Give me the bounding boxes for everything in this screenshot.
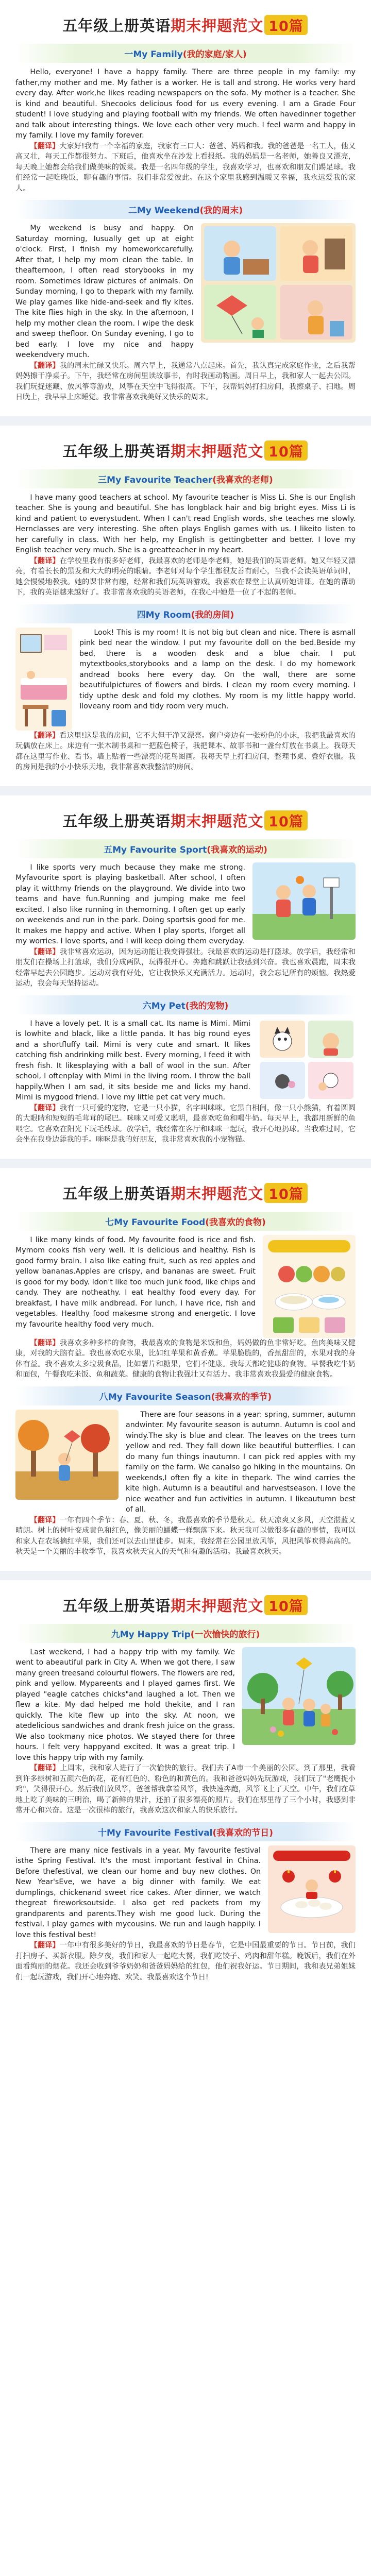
food-illustration-image [263,1235,356,1338]
translation-text: 上周末，我和家人进行了一次愉快的旅行。我们去了A市一个美丽的公园。到了那里，我看到许多绿树和五颜六色的花，花有红色的、粉色的和黄色的。我和爸爸妈妈先玩游戏，我们玩了"老鹰捉小鸡"，笑得很开心。然后我们放风筝，爸爸帮我拿着风筝，我快速奔跑，风筝飞上了天空。中午，我们在草地上吃了美味的三明治，喝了新鲜的果汁，还拍了很多漂亮的照片。我们在那里待了三个小时，我感到非常开心和兴奋。这是一次很棒的旅行，我喜欢这次和家人的快乐旅行。 [15,1764,356,1815]
heading-english: My Favourite Festival [106,1827,213,1838]
essay-heading [15,1624,356,1643]
heading-english: My Favourite Teacher [107,474,213,485]
title-highlight: 期末押题范文 [171,442,264,460]
heading-number: 二 [128,206,137,216]
heading-number: 四 [137,609,146,620]
essay-translation [15,556,356,598]
heading-number: 七 [105,1217,114,1228]
essay-english-text: My weekend is busy and happy. On Saturday morning, Iusually get up at eight o'clock. First, I finish my homeworkcarefully. After that, I help my mom clean the table. In theafternoon, I often read storybooks in my room. Sometimes Idraw pictures of animals. On Sunday morning, I go to thepark with my family. We play games like hide-and-seek and fly kites. The kite flies high in the sky. In the afternoon, I help my mother clean the room. I wipe the desk and sweep thefloor. On Sunday evening, I go to bed early. I love my nice and happy weekendvery much. [15,224,194,359]
season-illustration-image [15,1410,119,1500]
essay-translation [15,1103,356,1145]
title-badge: 10篇 [264,15,308,35]
title-highlight: 期末押题范文 [171,1597,264,1615]
page-title [15,440,356,461]
heading-number: 三 [98,474,107,485]
title-badge: 10篇 [264,440,308,461]
heading-number: 八 [99,1392,108,1402]
essay-translation [15,1763,356,1816]
heading-english: My Favourite Food [114,1217,206,1228]
translation-text: 大家好!我有一个幸福的家庭，我家有三口人：爸爸、妈妈和我。我的爸爸是一名工人，他又高又壮，每天工作都很努力。下班后，他喜欢坐在沙发上看报纸。我的妈妈是一名老师，她善良又漂亮，每天晚上她都会给我们做美味的饭菜。我是一名四年级的学生，我喜欢学习，也喜欢和朋友们踢足球。我们经常一起吃晚饭，聊有趣的事情。我们非常爱彼此。在这个家里我感到温暖又幸福，我永远爱我的家人。 [15,142,356,193]
translation-tag: 【翻译】 [30,1516,60,1524]
translation-tag: 【翻译】 [30,731,60,740]
heading-english: My Pet [151,1001,185,1011]
pet-illustration [258,1019,356,1101]
translation-tag: 【翻译】 [30,1104,60,1112]
heading-chinese: (我喜欢的老师) [212,474,273,485]
essay-english-text: I like many kinds of food. My favourite food is rice and fish. Mymom cooks fish very well. It is delicious and healthy. Fish is good formy brain. I also like eating fruit, such as red apples and yellow bananas.Apples are crispy, and bananas are sweet. Fruit is good for my body. Idon't like too much junk food, like chips and candy. They are notheathy. I eat healthy food every day. For breakfast, I have milk andbread. For lunch, I have rice, fish and vegetables. Healthy food makesme strong and energetic. I love my favourite healthy food very much. [15,1235,256,1329]
essay-heading [15,1822,356,1841]
translation-text: 看这里!这是我的房间，它不大但干净又漂亮。窗户旁边有一张粉色的小床，我把我最喜欢的玩偶放在床上。床边有一张木制书桌和一把蓝色椅子，我把课本、故事书和一盏台灯放在书桌上。我每天都在这里写作业、看书。墙上贴着一些漂亮的花鸟图画。我每天早上打扫房间，整理书桌、叠好衣服。我的房间是我的小小快乐天地，我非常喜欢我整洁的房间。 [15,731,356,771]
heading-english: My Weekend [137,206,200,216]
essay-english-text: Look! This is my room! It is not big but clean and nice. There is asmall pink bed near the window. I put my favourite doll on the bed.Beside my bed, there is a wooden desk and a blue chair. I put mytextbooks,storybooks and a lamp on the desk. I do my homework andread books here every day. On the wall, there are some beautifulpictures of flowers and birds. I clean my room every morning. I tidy upthe desk and fold my clothes. My room is my little happy world. Iloveany room and tidy room very much. [79,628,356,710]
essay-heading [15,200,356,219]
title-badge: 10篇 [264,1183,308,1203]
translation-tag: 【翻译】 [30,1941,60,1950]
weekend-illustration-image [201,223,356,343]
essay-translation [15,731,356,773]
translation-tag: 【翻译】 [30,556,60,565]
page-1 [0,0,371,416]
essay-translation [15,1515,356,1557]
title-prefix: 五年级上册英语 [62,1184,171,1202]
heading-chinese: (我喜欢的节日) [212,1827,274,1838]
essay-translation [15,361,356,403]
translation-text: 我的周末忙碌又快乐。周六早上，我通常八点起床。首先，我认真完成家庭作业，之后我帮妈妈擦干净桌子。下午，我经常在房间里读故事书，有时我画动物画。周日早上，我和家人一起去公园。我们玩捉迷藏、放风筝等游戏，风筝在天空中飞得很高。下午，我帮妈妈打扫房间，我擦桌子、扫地。周日晚上，我早早上床睡觉。我非常喜欢我美好又快乐的周末。 [15,361,356,401]
essay-translation [15,947,356,989]
heading-chinese: (我的宠物) [185,1001,229,1011]
title-badge: 10篇 [264,1595,308,1615]
essay-translation [15,1338,356,1380]
heading-number: 五 [104,844,113,855]
sport-illustration-image [252,862,356,940]
season-illustration [15,1410,119,1500]
food-illustration [263,1235,356,1338]
translation-text: 我非常喜欢运动，因为运动能让我变得强壮。我最喜欢的运动是打篮球。放学后，我经常和朋友们在操场上打篮球，我们分成两队，玩得很开心。奔跑和跳跃让我感到兴奋。我也喜欢晨跑，周末我经常早起去公园跑步。运动对我有好处，它让我快乐又充满活力。运动时，我会忘记所有的烦恼。我热爱运动，我会每天坚持运动。 [15,947,356,988]
translation-tag: 【翻译】 [30,1764,60,1772]
sport-illustration [252,862,356,940]
page-title [15,810,356,831]
trip-illustration [242,1647,356,1745]
essay-english-text: I have many good teachers at school. My favourite teacher is Miss Li. She is our English teacher. She is young and beautiful. She has longblack hair and big bright eyes. Miss Li is kind and patient to everystudent. When I can't read English words, she teaches me slowly. Hernclasses are very interesting. She often plays English games with us. I likeito listen to her carefully in class. With her help, my English is gettingbetter and better. I love my English teacher very much. She is a greatteacher in my heart. [15,493,356,554]
essay-heading [15,44,356,63]
trip-illustration-image [242,1647,356,1745]
heading-chinese: (我的房间) [191,609,234,620]
essay-translation [15,1940,356,1982]
heading-number: 六 [142,1001,151,1011]
heading-chinese: (我喜欢的食物) [205,1217,266,1228]
essay-heading [15,1386,356,1405]
translation-tag: 【翻译】 [30,361,60,370]
room-illustration [15,628,72,731]
heading-number: 一 [124,49,133,60]
heading-chinese: (我喜欢的运动) [207,844,267,855]
heading-english: My Room [145,609,191,620]
translation-text: 我喜欢多种多样的食物，我最喜欢的食物是米饭和鱼，妈妈做的鱼非常好吃。鱼肉美味又健康，对我的大脑有益。我也喜欢吃水果，比如红苹果和黄香蕉。苹果脆脆的，香蕉甜甜的，水果对我的身体有益。我不喜欢太多垃圾食品，比如薯片和糖果，它们不健康。我每天都吃健康的食物。早餐我吃牛奶和面包，午餐我吃米饭、鱼和蔬菜。健康的食物让我强壮又有活力。我非常喜欢我最爱的健康食物。 [15,1338,356,1379]
essay-heading [15,995,356,1014]
translation-text: 在学校里我有很多好老师，我最喜欢的老师是李老师，她是我们的英语老师。她又年轻又漂亮，有着长长的黑发和大大的明亮的眼睛。李老师对每个学生都很友善有耐心，当我不会读英语单词时，她会慢慢地教我。她的课非常有趣，经常和我们玩英语游戏。我喜欢在课堂上认真听她讲课。在她的帮助下，我的英语越来越好了。我非常喜欢我的英语老师，在我心中她是一位了不起的老师。 [15,556,356,597]
page-title [15,1182,356,1204]
translation-tag: 【翻译】 [30,947,60,956]
pet-illustration-image [258,1019,356,1101]
translation-text: 我有一只可爱的宠物，它是一只小猫，名字叫咪咪。它黑白相间，像一只小熊猫，有着圆圆的大眼睛和短短的毛茸茸的尾巴。咪咪又可爱又聪明，最喜欢吃鱼和喝牛奶。每天早上，我都用新鲜的鱼喂它。它喜欢在阳光下玩毛线球。放学后，我经常在客厅和咪咪一起玩，我开心地扔球。当我难过时，它会坐在我身边舔我的手。咪咪是我的好朋友，我非常喜欢我的小宠物猫。 [15,1104,356,1144]
page-3 [0,786,371,1159]
essay-english-text: There are four seasons in a year: spring, summer, autumn andwinter. My favourite season is autumn. Autumn is cool and windy.The sky is blue and clear. The leaves on the trees turn yellow and red. They fall down like beautiful butterflies. I can do many fun things inautumn. I can pick red apples with my family on the farm. We canalso go hiking in the mountains. On weekends,I often fly a kite in thepark. The wind carries the kite high. Autumn is a beautiful and harvestseason. I love the nice weather and fun activities in autumn. I likeautumn best of all. [126,1410,356,1514]
page-title [15,14,356,36]
title-prefix: 五年级上册英语 [62,17,171,35]
heading-english: My Family [133,49,183,60]
festival-illustration-image [268,1845,356,1933]
essay-english-text: There are many nice festivals in a year. My favourite festival isthe Spring Festival. It's the most important festival in China. Before thefestival, we clean our home and buy new clothes. On New Year'sEve, we have a big dinner with family. We eat dumplings, chickenand sweet rice cakes. After dinner, we watch thegreat fireworksoutside. I also get red packets from my grandparents and parents.They wish me good luck. During the festival, I play games with mycousins. We run and laugh happily. I love this festival best! [15,1846,261,1939]
translation-tag: 【翻译】 [30,142,60,150]
page-title [15,1595,356,1616]
heading-chinese: (我的周末) [199,206,243,216]
translation-text: 一年有四个季节：春、夏、秋、冬，我最喜欢的季节是秋天。秋天凉爽又多风，天空湛蓝又晴朗。树上的树叶变成黄色和红色，像美丽的蝴蝶一样飘落下来。秋天我可以做很多有趣的事情，我可以和家人在农场摘红苹果，我们还可以去山里徒步。周末，我经常在公园里放风筝，风把风筝吹得高高的。秋天是一个美丽的丰收季节，我喜欢秋天宜人的天气和有趣的活动。我最喜欢秋天。 [15,1516,356,1556]
essay-english-text: Last weekend, I had a happy trip with my family. We went to abeautiful park in City A. When we got there, I saw many green treesand colourful flowers. The flowers are red, pink and yellow. Mypareents and I played games first. We played "eagle catches chicks"and laughed a lot. Then we flew a kite. My dad helped me hold thekite, and I ran quickly. The kite flew up into the sky. At noon, we atedelicious sandwiches and drank fresh juice on the grass. We also tookmany nice photos. We stayed there for three hours. I felt very happyand excited. It was a great trip. I love this happy trip with my family. [15,1648,235,1762]
essay-english-text: I like sports very much because they make me strong. Myfavourite sport is playing basketball. After school, I often play it witthmy friends on the playground. We divide into two teams and have fun.Running and jumping make me feel excited. I also like running in themorning. I often get up early on weekends and run in the park. Doing sportsis good for me. It makes me happy and active. When I play sports, Iforget all my worries. I love sports, and I will keep doing them everyday. [15,863,245,945]
title-prefix: 五年级上册英语 [62,1597,171,1615]
title-highlight: 期末押题范文 [171,1184,264,1202]
essay-heading [15,1212,356,1231]
page-5 [0,1571,371,1996]
heading-number: 十 [97,1827,107,1838]
heading-english: My Favourite Season [108,1392,211,1402]
festival-illustration [268,1845,356,1933]
translation-tag: 【翻译】 [30,1338,60,1347]
heading-chinese: (我的家庭/家人) [182,49,247,60]
title-prefix: 五年级上册英语 [62,812,171,830]
heading-number: 九 [111,1629,120,1640]
page-4 [0,1159,371,1571]
essay-heading [15,469,356,488]
heading-english: My Happy Trip [120,1629,191,1640]
heading-english: My Favourite Sport [112,844,207,855]
essay-english-text: Hello, everyone! I have a happy family. There are three people in my family: my father,my mother and me. My father is a worker. He is tall and strong. He works very hard every day. After work,he likes reading newspapers on the sofa. My mother is a teacher. She is kind and beautiful. Shecooks delicious food for us every evening. I am a Grade Four student! I love studying and playing football with my friends. We often havedinner together and talk about interesting things. We love each other very much. I feel warm and happy in my family. I love my family forever. [15,68,356,140]
heading-chinese: (我喜欢的季节) [211,1392,272,1402]
title-prefix: 五年级上册英语 [62,442,171,460]
page-2 [0,416,371,786]
heading-chinese: (一次愉快的旅行) [190,1629,260,1640]
title-highlight: 期末押题范文 [171,812,264,830]
room-illustration-image [15,628,72,731]
weekend-illustration [201,223,356,343]
essay-english-text: I have a lovely pet. It is a small cat. Its name is Mimi. Mimi is lowhite and black, like a little panda. It has big round eyes and a shortfluffy tail. Mimi is very cute and smart. It likes catching fish andrinking milk best. Every morning, I feed it with fresh fish. It likesplaying with a ball of wool in the sun. After school, I oftenplay with Mimi in the living room. I throw the ball happily.When I am sad, it sits beside me and licks my hand. Mimi is mygood friend. I love my little pet cat very much. [15,1019,250,1101]
translation-text: 一年中有很多美好的节日，我最喜欢的节日是春节，它是中国最重要的节日。节日前，我们打扫房子、买新衣服。除夕夜，我们和家人一起吃大餐，我们吃饺子、鸡肉和甜年糕。晚饭后，我们在外面看绚丽的烟花。我还会收到爷爷奶奶和爸爸妈妈给的红包，他们祝我好运。节日期间，我和表兄弟姐妹们一起玩游戏，我们开心地奔跑、欢笑。我最喜欢这个节日! [15,1941,356,1981]
title-badge: 10篇 [264,810,308,831]
essay-heading [15,839,356,858]
title-highlight: 期末押题范文 [171,17,264,35]
essay-translation [15,141,356,194]
essay-heading [15,604,356,623]
